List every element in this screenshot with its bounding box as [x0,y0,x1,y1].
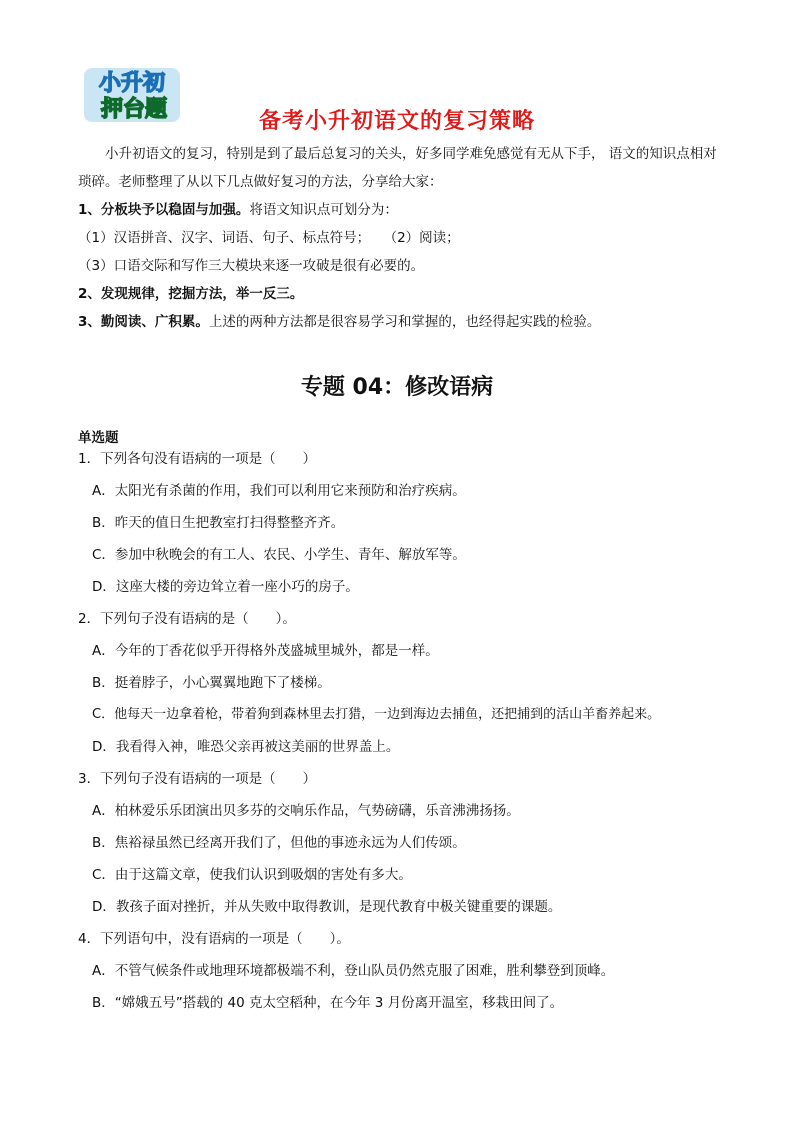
section-label: 单选题 [78,430,119,446]
intro-block [78,140,728,336]
question-option: D．教孩子面对挫折，并从失败中取得教训，是现代教育中极关键重要的课题。 [92,899,562,915]
question-option: A．不管气候条件或地理环境都极端不利，登山队员仍然克服了困难，胜利攀登到顶峰。 [92,963,615,979]
intro-item-3-text: 上述的两种方法都是很容易学习和掌握的，也经得起实践的检验。 [208,314,601,330]
question-option: C．参加中秋晚会的有工人、农民、小学生、青年、解放军等。 [92,547,466,563]
question-option: B．焦裕禄虽然已经离开我们了，但他的事迹永远为人们传颂。 [92,835,466,851]
intro-item-2: 2、发现规律，挖掘方法，举一反三。 [78,286,304,302]
question-option: D．这座大楼的旁边耸立着一座小巧的房子。 [92,579,359,595]
intro-item-3 [78,308,728,336]
question-option: A．今年的丁香花似乎开得格外茂盛城里城外，都是一样。 [92,643,439,659]
intro-item-1-text: 将语文知识点可划分为： [249,202,398,218]
intro-item-1-sub-a: （1）汉语拼音、汉字、词语、句子、标点符号； （2）阅读； [78,230,460,246]
intro-item-1-sub-b: （3）口语交际和写作三大模块来逐一攻破是很有必要的。 [78,258,425,274]
intro-item-1 [78,196,728,224]
intro-item-3-heading: 3、勤阅读、广积累。 [78,314,209,330]
question-option: D．我看得入神，唯恐父亲再被这美丽的世界盖上。 [92,739,400,755]
question-stem: 2．下列句子没有语病的是（ ）。 [78,611,296,627]
question-option: A．柏林爱乐乐团演出贝多芬的交响乐作品，气势磅礴，乐音沸沸扬扬。 [92,803,520,819]
intro-paragraph: 小升初语文的复习，特别是到了最后总复习的关头，好多同学难免感觉有无从下手， 语文的知识点相对琐碎。老师整理了从以下几点做好复习的方法，分享给大家： [78,146,717,190]
page-title: 备考小升初语文的复习策略 [258,109,535,134]
question-list [78,428,728,1024]
question-stem: 4．下列语句中，没有语病的一项是（ ）。 [78,931,350,947]
logo-line2: 押台题 [100,97,168,122]
question-option: B．挺着脖子，小心翼翼地跑下了楼梯。 [92,675,331,691]
logo-line1: 小升初 [98,71,166,96]
topic-title: 专题 04：修改语病 [300,375,494,400]
question-option: A．太阳光有杀菌的作用，我们可以利用它来预防和治疗疾病。 [92,483,466,499]
intro-item-1-heading: 1、分板块予以稳固与加强。 [78,202,250,218]
question-option: C．他每天一边拿着枪，带着狗到森林里去打猎，一边到海边去捕鱼，还把捕到的活山羊畜养起来。 [92,707,661,722]
question-option: B．昨天的值日生把教室打扫得整整齐齐。 [92,515,345,531]
question-stem: 1．下列各句没有语病的一项是（ ） [78,451,317,467]
question-option: C．由于这篇文章，使我们认识到吸烟的害处有多大。 [92,867,412,883]
question-option: B．“嫦娥五号”搭载的 40 克太空稻种，在今年 3 月份离开温室，移栽田间了。 [92,995,564,1011]
question-stem: 3．下列句子没有语病的一项是（ ） [78,771,317,787]
